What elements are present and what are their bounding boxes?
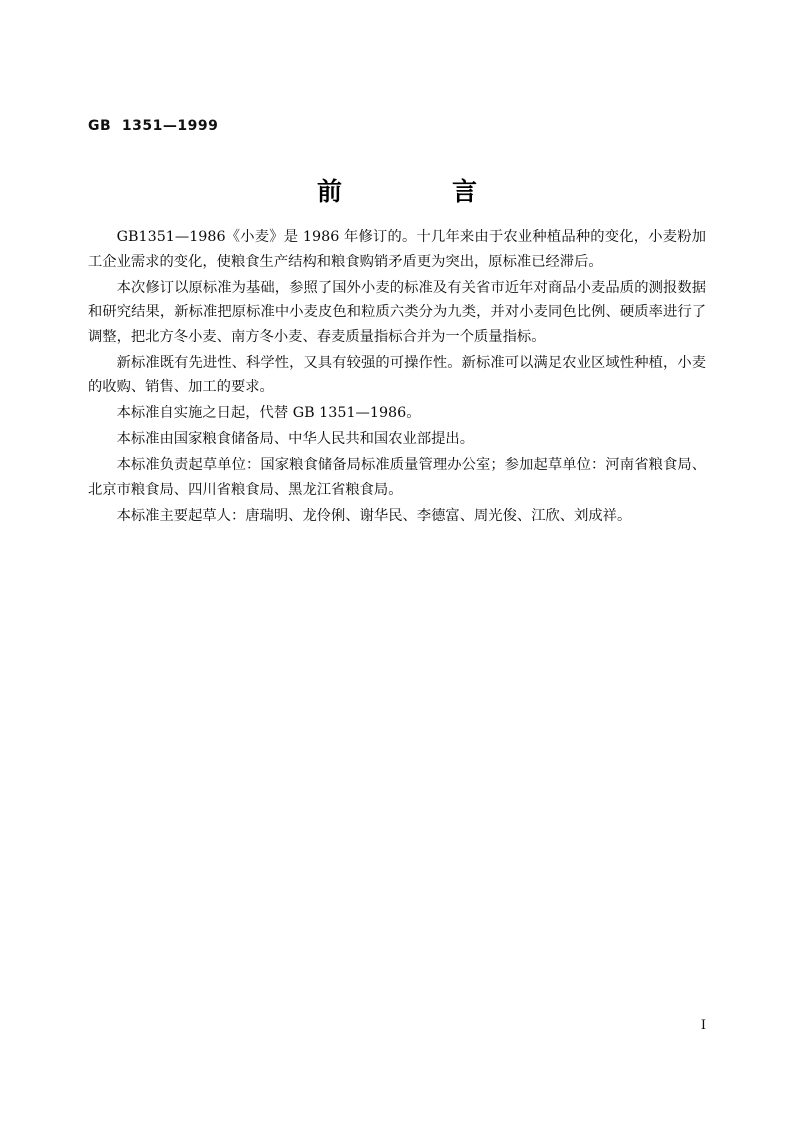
paragraph: 本标准主要起草人：唐瑞明、龙伶俐、谢华民、李德富、周光俊、江欣、刘成祥。	[116, 507, 632, 524]
paragraph: 本标准负责起草单位：国家粮食储备局标准质量管理办公室；参加起草单位：河南省粮食局、北京市粮食局、四川省粮食局、黑龙江省粮食局。	[88, 457, 706, 498]
paragraph: GB1351—1986《小麦》是 1986 年修订的。十几年来由于农业种植品种的变化，小麦粉加工企业需求的变化，使粮食生产结构和粮食购销矛盾更为突出，原标准已经滞后。	[88, 229, 706, 270]
standard-number: GB 1351—1999	[88, 118, 219, 134]
paragraph: 新标准既有先进性、科学性，又具有较强的可操作性。新标准可以满足农业区域性种植，小麦的收购、销售、加工的要求。	[88, 354, 706, 396]
paragraph: 本标准由国家粮食储备局、中华人民共和国农业部提出。	[116, 431, 475, 448]
paragraph: 本次修订以原标准为基础，参照了国外小麦的标准及有关省市近年对商品小麦品质的测报数据和研究结果，新标准把原标准中小麦皮色和粒质六类分为九类，并对小麦同色比例、硬质率进行了调整，把北方冬小麦、南方冬小麦、春麦质量指标合并为一个质量指标。	[88, 279, 706, 345]
page-title: 前 言	[316, 177, 497, 206]
foreword-body	[88, 225, 706, 530]
paragraph: 本标准自实施之日起，代替 GB 1351—1986。	[116, 405, 421, 422]
page-number: Ⅰ	[700, 1018, 706, 1033]
